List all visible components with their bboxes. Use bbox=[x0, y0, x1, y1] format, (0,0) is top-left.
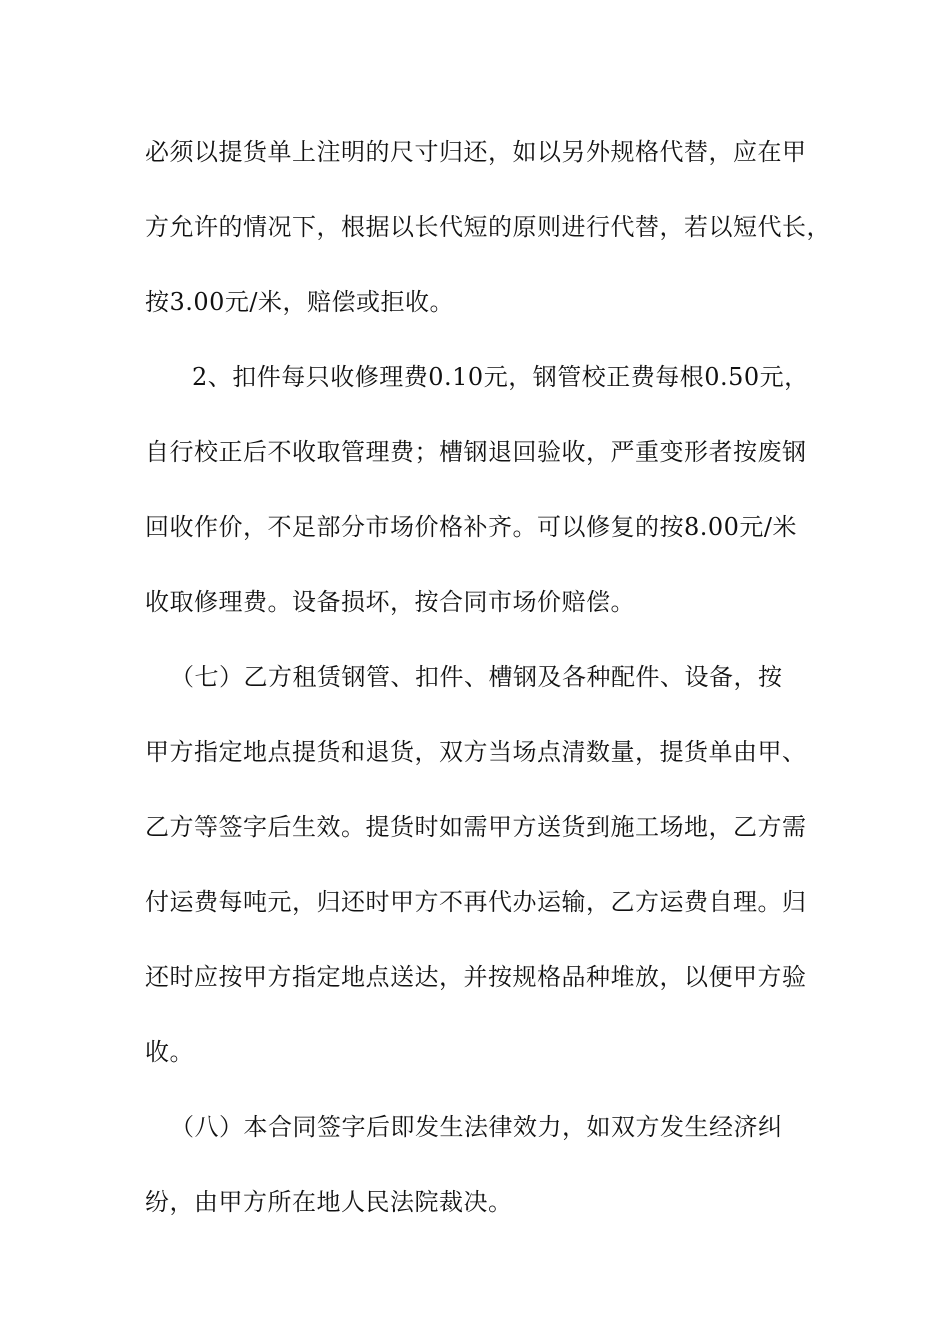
text-line: 方允许的情况下，根据以长代短的原则进行代替，若以短代长， bbox=[145, 213, 831, 241]
text-line: 乙方等签字后生效。提货时如需甲方送货到施工场地，乙方需 bbox=[145, 813, 807, 841]
text-line: 自行校正后不收取管理费；槽钢退回验收，严重变形者按废钢 bbox=[145, 438, 807, 466]
text-line: 甲方指定地点提货和退货，双方当场点清数量，提货单由甲、 bbox=[145, 738, 807, 766]
text-line: 回收作价，不足部分市场价格补齐。可以修复的按8.00元/米 bbox=[145, 513, 798, 541]
text-line: 收。 bbox=[145, 1038, 194, 1066]
text-line: （七）乙方租赁钢管、扣件、槽钢及各种配件、设备，按 bbox=[170, 663, 783, 691]
text-line: 按3.00元/米，赔偿或拒收。 bbox=[145, 288, 455, 316]
text-line: 还时应按甲方指定地点送达，并按规格品种堆放，以便甲方验 bbox=[145, 963, 807, 991]
text-line: 收取修理费。设备损坏，按合同市场价赔偿。 bbox=[145, 588, 635, 616]
text-line: （八）本合同签字后即发生法律效力，如双方发生经济纠 bbox=[170, 1113, 783, 1141]
text-line: 必须以提货单上注明的尺寸归还，如以另外规格代替，应在甲 bbox=[145, 138, 807, 166]
text-line: 纷，由甲方所在地人民法院裁决。 bbox=[145, 1188, 513, 1216]
text-line: 2、扣件每只收修理费0.10元，钢管校正费每根0.50元， bbox=[192, 363, 809, 391]
text-line: 付运费每吨元，归还时甲方不再代办运输，乙方运费自理。归 bbox=[145, 888, 807, 916]
